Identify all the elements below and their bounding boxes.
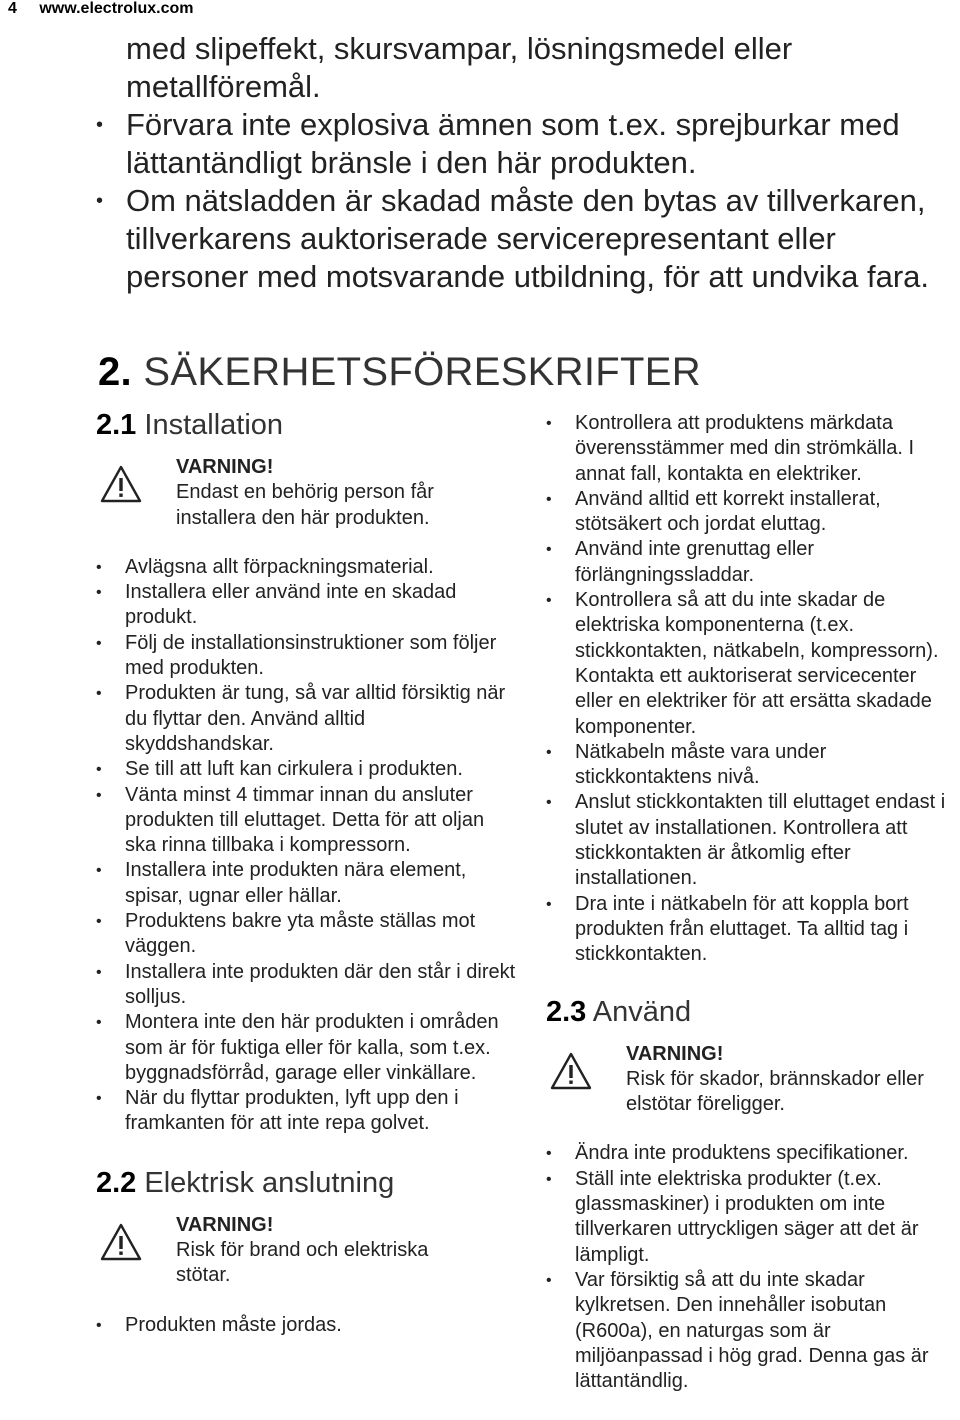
warning-text: Endast en behörig person får installera den här produkten. (176, 481, 434, 529)
list-item: • Avlägsna allt förpackningsmaterial. (96, 555, 516, 580)
subsection-title-text: Elektrisk anslutning (144, 1166, 395, 1199)
warning-electrical (96, 1213, 516, 1289)
warning-label: VARNING! (626, 1042, 724, 1065)
list-item: • Följ de installationsinstruktioner som följer med produkten. (96, 631, 516, 682)
warning-icon (100, 465, 142, 503)
subsection-installation-title (96, 405, 516, 445)
page-number: 4 (8, 0, 17, 17)
list-item: • Nätkabeln måste vara under stickkontaktens nivå. (546, 740, 956, 791)
warning-installation (96, 456, 516, 531)
list-item: • Var försiktig så att du inte skadar kylkretsen. Den innehåller isobutan (R600a), en naturgas som är miljöanpassad i hög grad. Denna gas är lättantändlig. (546, 1268, 956, 1394)
warning-text: Risk för skador, brännskador eller elstötar föreligger. (626, 1067, 924, 1116)
subsection-number: 2.2 (96, 1166, 137, 1199)
use-list (546, 1141, 956, 1394)
list-item: • Installera inte produkten nära element, spisar, ugnar eller hällar. (96, 858, 516, 909)
list-item: • Kontrollera så att du inte skadar de elektriska komponenterna (t.ex. stickkontakten, nätkabeln, kompressorn). Kontakta ett auktoriserat servicecenter eller en elektriker för att ersätta skadade komponenter. (546, 588, 956, 740)
electrical-list (96, 1313, 516, 1338)
subsection-title-text: Installation (144, 409, 284, 441)
right-column (546, 405, 956, 1394)
section-title-text: SÄKERHETSFÖRESKRIFTER (143, 350, 701, 394)
section-number: 2. (98, 350, 132, 394)
page-header (8, 0, 193, 18)
electrical-list-continued (546, 411, 956, 968)
warning-label: VARNING! (176, 1213, 274, 1236)
list-item: • Produktens bakre yta måste ställas mot väggen. (96, 909, 516, 960)
subsection-title-text: Använd (592, 995, 692, 1028)
intro-continuation: med slipeffekt, skursvampar, lösningsmedel eller metallföremål. (126, 31, 793, 104)
list-item: • Förvara inte explosiva ämnen som t.ex. sprejburkar med lättantändligt bränsle i den här produkten. (96, 106, 946, 182)
warning-icon (100, 1223, 142, 1261)
list-item: • Installera eller använd inte en skadad produkt. (96, 580, 516, 631)
subsection-use-title (546, 992, 956, 1032)
intro-list (96, 106, 946, 296)
list-item: • Använd alltid ett korrekt installerat, stötsäkert och jordat eluttag. (546, 487, 956, 538)
list-item: • När du flyttar produkten, lyft upp den i framkanten för att inte repa golvet. (96, 1086, 516, 1137)
subsection-number: 2.1 (96, 409, 137, 441)
list-item: • Produkten är tung, så var alltid försiktig när du flyttar den. Använd alltid skyddshandskar. (96, 681, 516, 757)
warning-text: Risk för brand och elektriska stötar. (176, 1239, 429, 1287)
subsection-number: 2.3 (546, 995, 587, 1028)
warning-use (546, 1042, 956, 1118)
list-item: • Använd inte grenuttag eller förlängningssladdar. (546, 537, 956, 588)
warning-label: VARNING! (176, 456, 274, 478)
list-item: • Kontrollera att produktens märkdata överensstämmer med din strömkälla. I annat fall, kontakta en elektriker. (546, 411, 956, 487)
list-item: • Ändra inte produktens specifikationer. (546, 1141, 956, 1166)
warning-icon (550, 1052, 592, 1090)
left-column (96, 405, 516, 1338)
section-title (98, 350, 701, 395)
site-url[interactable]: www.electrolux.com (39, 0, 194, 17)
list-item: • Dra inte i nätkabeln för att koppla bort produkten från eluttaget. Ta alltid tag i stickkontakten. (546, 892, 956, 968)
intro-block (96, 30, 946, 296)
list-item: • Se till att luft kan cirkulera i produkten. (96, 757, 516, 782)
list-item: • Ställ inte elektriska produkter (t.ex. glassmaskiner) i produkten om inte tillverkaren uttryckligen säger att det är lämpligt. (546, 1167, 956, 1268)
list-item: • Produkten måste jordas. (96, 1313, 516, 1338)
list-item: • Montera inte den här produkten i områden som är för fuktiga eller för kalla, som t.ex. byggnadsförråd, garage eller vinkällare. (96, 1010, 516, 1086)
list-item: • Om nätsladden är skadad måste den bytas av tillverkaren, tillverkarens auktoriserade servicerepresentant eller personer med motsvarande utbildning, för att undvika fara. (96, 182, 946, 296)
list-item: • Vänta minst 4 timmar innan du ansluter produkten till eluttaget. Detta för att oljan ska rinna tillbaka i kompressorn. (96, 783, 516, 859)
list-item: • Anslut stickkontakten till eluttaget endast i slutet av installationen. Kontrollera att stickkontakten är åtkomlig efter installationen. (546, 790, 956, 891)
list-item: • Installera inte produkten där den står i direkt solljus. (96, 960, 516, 1011)
subsection-electrical-title (96, 1163, 516, 1203)
installation-list (96, 555, 516, 1137)
